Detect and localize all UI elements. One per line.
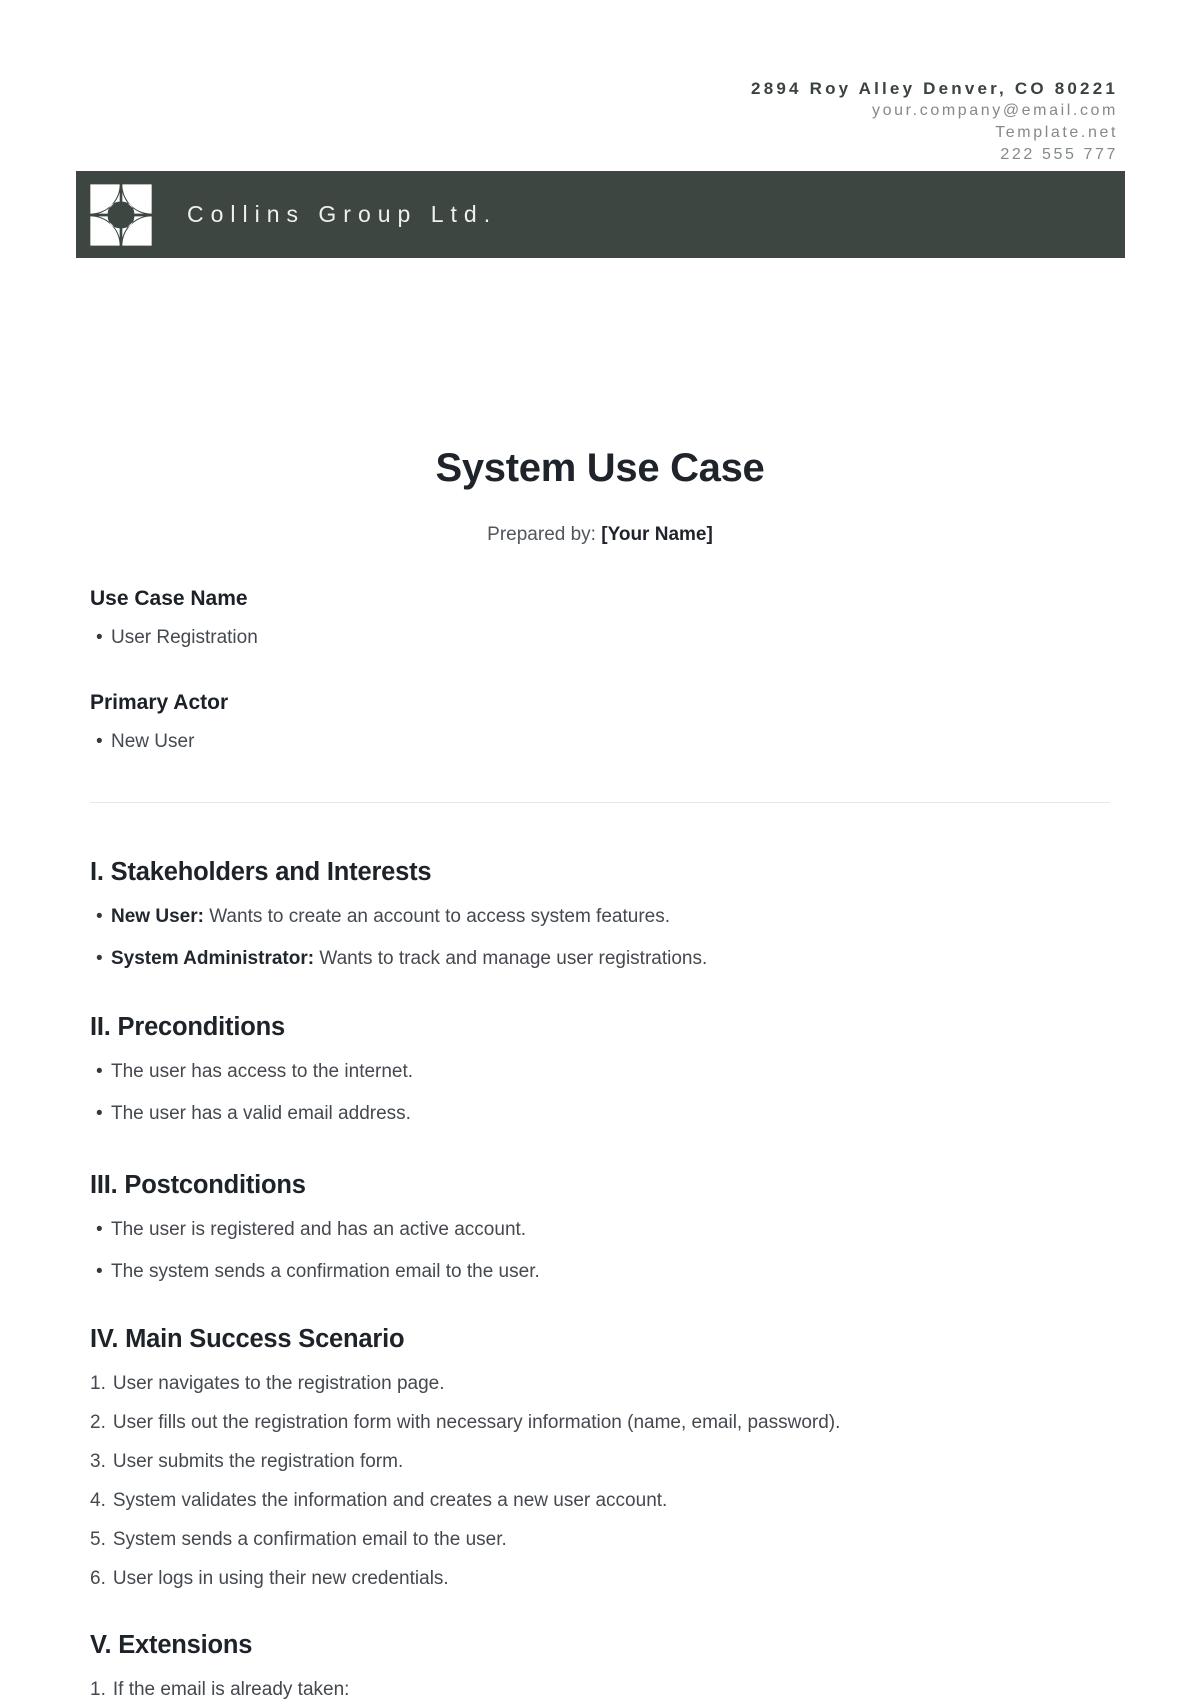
section-heading-main-success-scenario: IV. Main Success Scenario (90, 1325, 405, 1353)
stakeholders-list (90, 903, 1110, 973)
brand-banner (76, 171, 1125, 258)
list-item-term: New User: (111, 906, 204, 927)
step-text: User fills out the registration form with necessary information (name, email, password). (112, 1412, 841, 1433)
list-item-term: System Administrator: (111, 948, 315, 969)
list-item: • The user has access to the internet. (90, 1058, 1110, 1086)
list-item-text: Wants to create an account to access system features. (203, 906, 670, 927)
step-text: User logs in using their new credentials. (112, 1568, 449, 1589)
postconditions-list (90, 1216, 1110, 1286)
preconditions-list (90, 1058, 1110, 1128)
prepared-by-value: [Your Name] (601, 524, 713, 545)
meta-heading-use-case-name: Use Case Name (90, 587, 248, 610)
step-number: 4. (90, 1490, 106, 1511)
list-item (90, 1409, 1110, 1437)
step-number: 1. (90, 1679, 106, 1700)
prepared-by-label: Prepared by: (487, 524, 596, 545)
primary-actor-list (90, 728, 1110, 756)
contact-phone: 222 555 777 (1000, 146, 1118, 163)
contact-email: your.company@email.com (872, 102, 1118, 119)
section-heading-stakeholders: I. Stakeholders and Interests (90, 858, 432, 886)
list-item (90, 945, 1110, 973)
step-text: If the email is already taken: (112, 1679, 350, 1700)
list-item: • New User (90, 728, 1110, 756)
main-success-scenario-list (90, 1370, 1110, 1593)
step-number: 3. (90, 1451, 106, 1472)
list-item (90, 903, 1110, 931)
step-text: User submits the registration form. (112, 1451, 404, 1472)
step-number: 2. (90, 1412, 106, 1433)
contact-website: Template.net (995, 124, 1118, 141)
list-item: • The system sends a confirmation email to the user. (90, 1258, 1110, 1286)
list-item (90, 1487, 1110, 1515)
section-heading-preconditions: II. Preconditions (90, 1013, 285, 1041)
list-item (90, 1526, 1110, 1554)
meta-heading-primary-actor: Primary Actor (90, 691, 229, 714)
contact-address: 2894 Roy Alley Denver, CO 80221 (751, 79, 1118, 98)
document-body (90, 584, 1110, 1704)
list-item: • The user is registered and has an active account. (90, 1216, 1110, 1244)
step-number: 5. (90, 1529, 106, 1550)
step-text: System sends a confirmation email to the user. (112, 1529, 507, 1550)
step-number: 1. (90, 1373, 106, 1394)
use-case-name-list (90, 624, 1110, 652)
list-item (90, 1565, 1110, 1593)
section-divider (90, 802, 1110, 803)
step-number: 6. (90, 1568, 106, 1589)
company-name: Collins Group Ltd. (187, 201, 498, 227)
prepared-by-line (0, 522, 1200, 548)
list-item: • The user has a valid email address. (90, 1100, 1110, 1128)
section-heading-postconditions: III. Postconditions (90, 1171, 306, 1199)
list-item-text: Wants to track and manage user registrations. (314, 948, 708, 969)
list-item (90, 1448, 1110, 1476)
step-text: User navigates to the registration page. (112, 1373, 445, 1394)
list-item (90, 1370, 1110, 1398)
contact-block (0, 0, 1200, 166)
page-title: System Use Case (435, 446, 765, 490)
company-logo-icon (86, 183, 156, 247)
list-item: • User Registration (90, 624, 1110, 652)
step-text: System validates the information and creates a new user account. (112, 1490, 668, 1511)
section-heading-extensions: V. Extensions (90, 1631, 253, 1659)
